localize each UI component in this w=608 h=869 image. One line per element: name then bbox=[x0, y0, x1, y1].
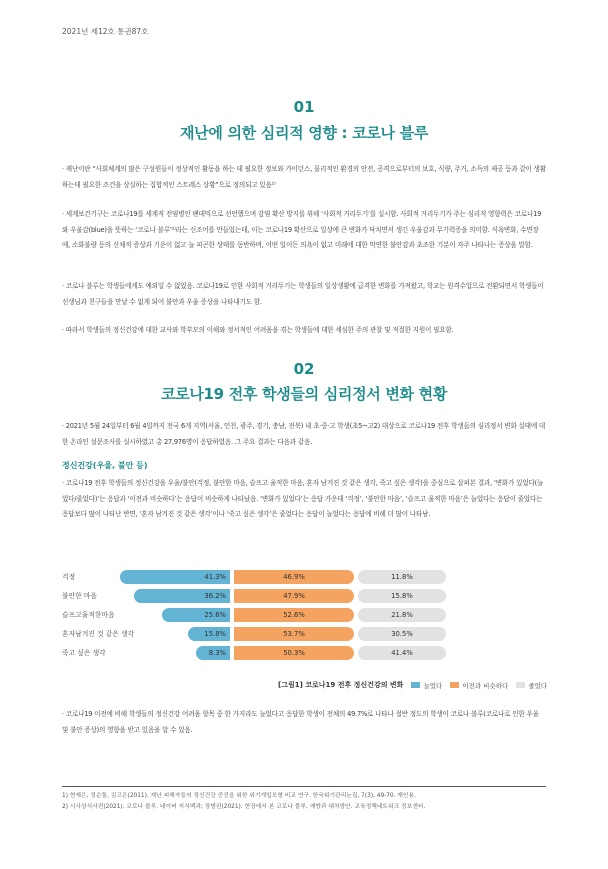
s2-intro: · 2021년 5월 24일부터 6월 4일까지 전국 6개 지역(서울, 인천, 광주, 경기, 충남, 전북) 내 초·중·고 학생(초5~고2) 대상으로 코로나19 전후 학생들의 심리정서 변화 실태에 대한 온라인 설문조사를 실시하였고 총 27,976명이 응답하였음. 그 주요 결과는 다음과 같음. bbox=[62, 422, 546, 446]
s1-paragraph: · 따라서 학생들의 정신건강에 대한 교사와 학부모의 이해와 정서적인 어려움을 겪는 학생들에 대한 세심한 주의 관찰 및 적절한 지원이 필요함. bbox=[62, 326, 454, 334]
chart-caption-legend bbox=[278, 680, 547, 690]
mental-health-chart bbox=[0, 570, 608, 700]
bar-segment-1: 50.3% bbox=[234, 646, 354, 660]
s1-paragraph: · 코로나 블루는 학생들에게도 예외일 수 없었음. 코로나19로 인한 사회적 거리두기는 학생들의 일상생활에 급격한 변화를 가져왔고, 학교는 원격수업으로 전환되면서 학생들이 선생님과 친구들을 만날 수 없게 되어 불안과 우울 증상을 나타내기도 함. bbox=[62, 282, 544, 306]
footnote: 1) 현재은, 정순둘, 김고은(2011). 재난 피해자들의 정신건강 증진을 위한 위기개입모형 비교 연구. 한국위기관리논집, 7(3), 49-70. 재인용. bbox=[62, 793, 416, 799]
bar-segment-0: 15.8% bbox=[188, 627, 230, 641]
bar-segment-0: 36.2% bbox=[134, 589, 230, 603]
bar-segment-2: 41.4% bbox=[358, 646, 446, 660]
footnote: 2) 시사상식사전(2021). 코로나 블루. 네이버 지식백과; 장범권(2021). 현장에서 본 코로나 블루, 예방과 대처방안. 교육정책네트워크 정보센터. bbox=[62, 804, 426, 810]
bar-segment-1: 47.9% bbox=[234, 589, 354, 603]
legend-label: 줄었다 bbox=[528, 681, 548, 690]
s2-conclusion: · 코로나19 이전에 비해 학생들의 정신건강 어려움 항목 중 한 가지라도 늘었다고 응답한 학생이 전체의 49.7%로 나타나 절반 정도의 학생이 코로나 블루(코로나로 인한 우울 및 불안 증상)의 영향을 받고 있음을 알 수 있음. bbox=[62, 710, 539, 734]
legend-swatch bbox=[516, 682, 525, 688]
s1-paragraph: · 재난이란 “사회체계의 많은 구성원들이 정상적인 활동을 하는 데 필요한 정보와 가이던스, 물리적인 환경의 안전, 공격으로부터의 보호, 식량, 주거, 소득의 제공 등과 같이 생활하는데 필요한 조건을 상실하는 집합적인 스트레스 상황”으로 정의되고 있음¹⁾ bbox=[62, 165, 546, 189]
legend-item-same bbox=[450, 681, 508, 690]
category-label: 걱정 bbox=[62, 573, 76, 581]
category-label: 죽고 싶은 생각 bbox=[62, 649, 106, 657]
legend-label: 이전과 비슷하다 bbox=[462, 681, 509, 690]
bar-segment-2: 30.5% bbox=[358, 627, 446, 641]
legend-swatch bbox=[450, 682, 459, 688]
legend-item-increased bbox=[411, 681, 442, 690]
bar-segment-0: 8.3% bbox=[196, 646, 230, 660]
s2-subheading: 정신건강(우울, 불안 등) bbox=[62, 461, 148, 470]
bar-segment-2: 21.8% bbox=[358, 608, 446, 622]
section2-title: 코로나19 전후 학생들의 심리정서 변화 현황 bbox=[160, 385, 448, 403]
footnote-divider bbox=[62, 786, 546, 787]
bar-segment-1: 53.7% bbox=[234, 627, 354, 641]
chart-title: [그림1] 코로나19 전후 정신건강의 변화 bbox=[278, 681, 404, 689]
bar-segment-0: 25.6% bbox=[162, 608, 230, 622]
bar-segment-1: 52.6% bbox=[234, 608, 354, 622]
category-label: 불안한 마음 bbox=[62, 592, 97, 600]
legend-label: 늘었다 bbox=[423, 681, 443, 690]
s1-paragraph: · 세계보건기구는 코로나19를 세계적 전염병인 팬데믹으로 선언했으며 감염 확산 방지를 위해 ‘사회적 거리두기’를 실시함. 사회적 거리두기가 주는 심리적 영향력은 코로나19와 우울감(blue)을 뜻하는 ‘코로나 블루’²⁾라는 신조어를 만들었는데, 이는 코로나19 확산으로 일상에 큰 변화가 닥치면서 생긴 우울감과 무기력증을 의미함. 식욕변화, 수면장애, 소화불량 등의 신체적 증상과 기운이 없고 늘 피곤한 상태를 동반하며, 어떤 일이든 의욕이 없고 미래에 대한 막연한 불안감과 초조한 기분이 자주 나타나는 증상을 말함. bbox=[62, 210, 542, 249]
bar-segment-2: 15.8% bbox=[358, 589, 446, 603]
bar-segment-0: 41.3% bbox=[120, 570, 230, 584]
bar-segment-1: 46.9% bbox=[234, 570, 354, 584]
section1-title: 재난에 의한 심리적 영향 : 코로나 블루 bbox=[179, 124, 429, 142]
s2-body: · 코로나19 전후 학생들의 정신건강을 우울/불안(걱정, 불안한 마음, 슬프고 울적한 마음, 혼자 남겨진 것 같은 생각, 죽고 싶은 생각)을 중심으로 살펴본 결과, ‘변화가 있었다(늘었다/줄었다)’는 응답과 ‘이전과 비슷하다’는 응답이 비슷하게 나타났음. ‘변화가 있었다’는 응답 가운데 ‘걱정’, ‘불안한 마음’, ‘슬프고 울적한 마음’은 늘었다는 응답이 줄었다는 응답보다 많이 나타난 반면, ‘혼자 남겨진 것 같은 생각’이나 ‘죽고 싶은 생각’은 줄었다는 응답이 늘었다는 응답에 비해 더 많이 나타남. bbox=[62, 479, 544, 518]
legend-item-decreased bbox=[516, 681, 547, 690]
section2-number: 02 bbox=[293, 360, 315, 378]
legend-swatch bbox=[411, 682, 420, 688]
issue-header: 2021년 제12호 통권87호 bbox=[62, 27, 149, 36]
bar-segment-2: 11.8% bbox=[358, 570, 446, 584]
category-label: 혼자남겨진 것 같은 생각 bbox=[62, 630, 135, 638]
category-label: 슬프고울적한마음 bbox=[62, 611, 115, 619]
section1-number: 01 bbox=[293, 98, 315, 116]
